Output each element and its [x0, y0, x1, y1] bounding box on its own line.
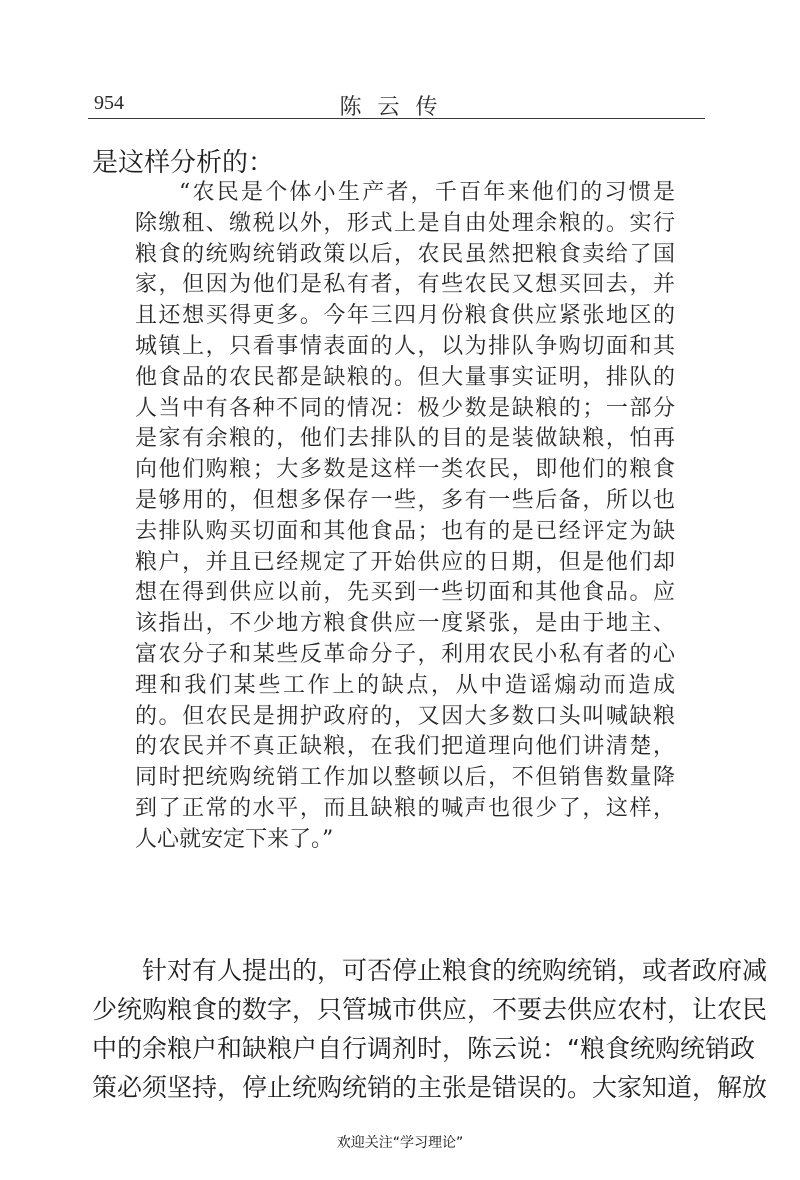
- quote-line: 城镇上，只看事情表面的人，以为排队争购切面和其: [135, 333, 675, 359]
- quote-line: 富农分子和某些反革命分子，利用农民小私有者的心: [135, 641, 675, 667]
- quote-line: 粮户，并且已经规定了开始供应的日期，但是他们却: [135, 549, 675, 575]
- quote-line: 他食品的农民都是缺粮的。但大量事实证明，排队的: [135, 364, 675, 390]
- quote-line: 的农民并不真正缺粮，在我们把道理向他们讲清楚，: [135, 734, 675, 760]
- quote-line: 去排队购买切面和其他食品；也有的是已经评定为缺: [135, 518, 675, 544]
- quote-line: 理和我们某些工作上的缺点，从中造谣煽动而造成: [135, 672, 675, 698]
- quote-line: 且还想买得更多。今年三四月份粮食供应紧张地区的: [135, 303, 675, 329]
- body-line: 中的余粮户和缺粮户自行调剂时，陈云说：“粮食统购统销政: [92, 1034, 755, 1063]
- body-paragraph: [92, 951, 768, 1107]
- lead-paragraph-line: 是这样分析的：: [92, 148, 275, 178]
- page-number: 954: [94, 92, 124, 114]
- running-title: 陈云传: [339, 95, 454, 120]
- quote-line: 人心就安定下来了。”: [135, 826, 334, 852]
- quote-line: 同时把统购统销工作加以整顿以后，不但销售数量降: [135, 765, 675, 791]
- quote-line: “农民是个体小生产者，千百年来他们的习惯是: [179, 180, 675, 205]
- quote-line: 想在得到供应以前，先买到一些切面和其他食品。应: [135, 580, 675, 606]
- quote-line: 人当中有各种不同的情况：极少数是缺粮的；一部分: [135, 395, 675, 421]
- quotation-block: [135, 178, 675, 856]
- body-line: 少统购粮食的数字，只管城市供应，不要去供应农村，让农民: [92, 995, 768, 1024]
- body-line: 针对有人提出的，可否停止粮食的统购统销，或者政府减: [142, 956, 768, 985]
- page-header: [88, 84, 705, 119]
- quote-line: 是够用的，但想多保存一些，多有一些后备，所以也: [135, 487, 675, 513]
- quote-line: 粮食的统购统销政策以后，农民虽然把粮食卖给了国: [135, 241, 675, 267]
- body-line: 策必须坚持，停止统购统销的主张是错误的。大家知道，解放: [92, 1073, 768, 1102]
- quote-line: 的。但农民是拥护政府的，又因大多数口头叫喊缺粮: [135, 703, 675, 729]
- quote-line: 除缴租、缴税以外，形式上是自由处理余粮的。实行: [135, 210, 675, 236]
- quote-line: 是家有余粮的，他们去排队的目的是装做缺粮，怕再: [135, 426, 675, 452]
- footer-watermark-text: 欢迎关注“学习理论”: [336, 1135, 464, 1151]
- quote-line: 家，但因为他们是私有者，有些农民又想买回去，并: [135, 272, 675, 298]
- quote-line: 到了正常的水平，而且缺粮的喊声也很少了，这样，: [135, 795, 675, 821]
- quote-line: 向他们购粮；大多数是这样一类农民，即他们的粮食: [135, 457, 675, 483]
- quote-line: 该指出，不少地方粮食供应一度紧张，是由于地主、: [135, 611, 675, 637]
